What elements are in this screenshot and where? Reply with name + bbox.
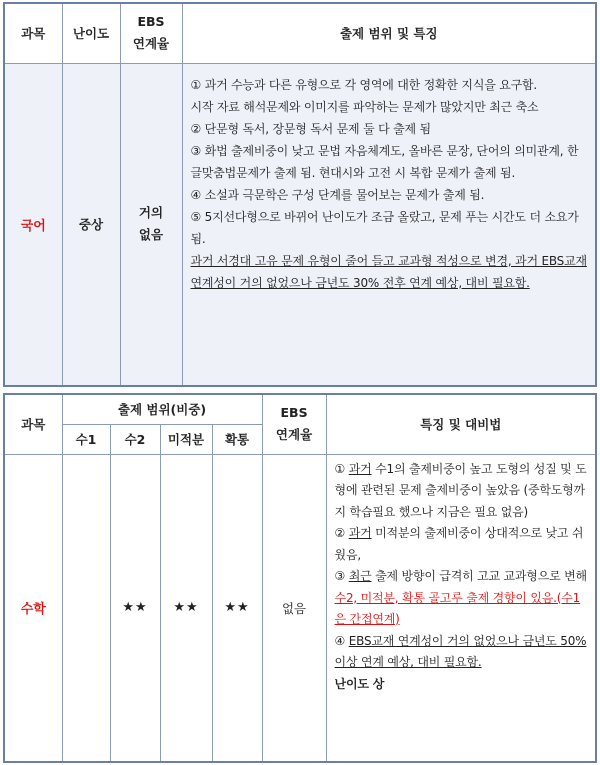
korean-summary: 과거 서경대 고유 문제 유형이 줄어 들고 교과형 적성으로 변경, 과거 EBS교재 연계성이 거의 없었으나 금년도 30% 전후 연계 예상, 대비 필요함.: [190, 253, 587, 290]
difficulty-korean: 중상: [62, 63, 120, 386]
math-item-2-underline: 과거: [348, 526, 372, 540]
subject-math: 수학: [4, 454, 62, 762]
korean-line-5: ④ 소설과 극문학은 구성 단계를 물어보는 문제가 출제 됨.: [190, 187, 485, 202]
header-subject: 과목: [4, 3, 62, 63]
math-item-4: [335, 631, 588, 674]
korean-line-3: ② 단문형 독서, 장문형 독서 문제 둘 다 출제 됨: [190, 121, 431, 136]
korean-table: [3, 2, 597, 387]
math-item-2: [335, 523, 588, 566]
header-features: 특징 및 대비법: [326, 394, 596, 454]
header-subject-math: 과목: [4, 394, 62, 454]
weight-calc: ★★: [160, 454, 212, 762]
header-scope: 출제 범위 및 특징: [182, 3, 596, 63]
math-item-3-underline: 최근: [348, 569, 372, 583]
subject-korean: 국어: [4, 63, 62, 386]
korean-line-4: ③ 화법 출제비중이 낮고 문법 자음체계도, 올바른 문장, 단어의 의미관계, 한글맞춤법문제가 출제 됨. 현대시와 고전 시 복합 문제가 출제 됨.: [190, 143, 579, 180]
ebs-korean: [120, 63, 182, 386]
weight-su1: [62, 454, 110, 762]
header-prob: 확통: [212, 424, 262, 454]
math-item-3-text: 출제 방향이 급격히 고교 교과형으로 변해: [371, 569, 587, 583]
korean-line-6: ⑤ 5지선다형으로 바뀌어 난이도가 조금 올랐고, 문제 푸는 시간도 더 소요가 됨.: [190, 209, 579, 246]
math-item-1-prefix: ①: [334, 461, 349, 476]
math-item-4-prefix: ④: [334, 633, 349, 648]
math-item-1: [335, 459, 588, 524]
math-item-3-highlight: 수2, 미적분, 확통 골고루 출제 경향이 있음.(수1은 간접연계): [334, 590, 581, 626]
weight-prob: ★★: [212, 454, 262, 762]
korean-description: [182, 63, 596, 386]
math-item-2-prefix: ②: [334, 526, 349, 540]
math-item-4-text: EBS교재 연계성이 거의 없었으나 금년도 50% 이상 연계 예상, 대비 필요함.: [334, 633, 587, 669]
math-description: [326, 454, 596, 762]
ebs-math: 없음: [262, 454, 326, 762]
header-ebs: [120, 3, 182, 63]
math-item-3-prefix: ③: [334, 569, 349, 583]
header-scope-math: 출제 범위(비중): [62, 394, 262, 424]
header-ebs-label: EBS 연계율: [132, 14, 170, 52]
header-difficulty: 난이도: [62, 3, 120, 63]
header-su1: 수1: [62, 424, 110, 454]
math-item-2-text: 미적분의 출제비중이 상대적으로 낮고 쉬웠음,: [334, 526, 584, 562]
ebs-korean-label: 거의 없음: [138, 205, 164, 243]
math-difficulty: 난이도 상: [334, 676, 385, 691]
math-item-1-underline: 과거: [348, 461, 372, 476]
math-item-3: [335, 566, 588, 631]
korean-line-1: ① 과거 수능과 다른 유형으로 각 영역에 대한 정확한 지식을 요구함.: [190, 77, 538, 92]
header-ebs-math: [262, 394, 326, 454]
header-calc: 미적분: [160, 424, 212, 454]
header-su2: 수2: [110, 424, 160, 454]
math-item-1-text: 수1의 출제비중이 높고 도형의 성질 및 도형에 관련된 문제 출제비중이 높았음 (중학도형까지 학습필요 했으나 지금은 필요 없음): [334, 461, 587, 519]
header-ebs-math-label: EBS 연계율: [275, 405, 313, 443]
korean-line-2: 시작 자료 해석문제와 이미지를 파악하는 문제가 많았지만 최근 축소: [190, 99, 539, 114]
weight-su2: ★★: [110, 454, 160, 762]
math-table: [3, 393, 597, 763]
